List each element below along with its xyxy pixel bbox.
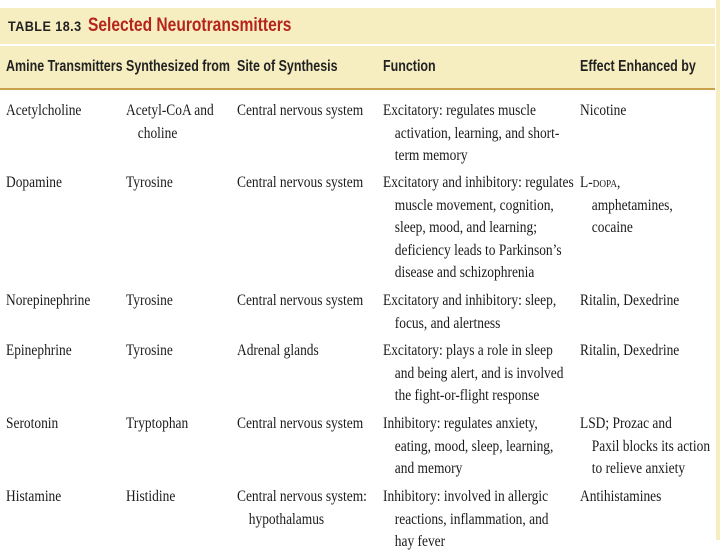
- page-edge: [716, 0, 720, 540]
- column-header-function: Function: [383, 58, 436, 75]
- column-header-site-of-synthesis: Site of Synthesis: [237, 58, 338, 75]
- cell-function: Excitatory: regulates muscle activation, learning, and short- term memory: [383, 102, 560, 164]
- cell-transmitter: Norepinephrine: [6, 292, 91, 309]
- cell-synthesized-from: Histidine: [126, 488, 176, 505]
- cell-function: Excitatory: plays a role in sleep and being alert, and is involved the fight-or-flight response: [383, 342, 564, 404]
- cell-site: Central nervous system: [237, 174, 364, 191]
- cell-site: Central nervous system: [237, 415, 364, 432]
- column-header-synthesized-from: Synthesized from: [126, 58, 231, 75]
- cell-transmitter: Dopamine: [6, 174, 62, 191]
- column-header-amine-transmitters: Amine Transmitters: [6, 58, 123, 75]
- column-header-effect-enhanced-by: Effect Enhanced by: [580, 58, 696, 75]
- table-title: Selected Neurotransmitters: [87, 15, 292, 36]
- cell-transmitter: Serotonin: [6, 415, 59, 432]
- cell-synthesized-from: Tyrosine: [126, 292, 173, 309]
- cell-enhanced-by: LSD; Prozac and Paxil blocks its action to relieve anxiety: [580, 415, 711, 477]
- cell-enhanced-by: Ritalin, Dexedrine: [580, 292, 680, 309]
- cell-function: Inhibitory: regulates anxiety, eating, mood, sleep, learning, and memory: [383, 415, 554, 477]
- header-divider: [0, 88, 715, 90]
- cell-enhanced-by: L-dopa, amphetamines, cocaine: [580, 174, 673, 236]
- cell-site: Central nervous system: hypothalamus: [237, 488, 367, 528]
- cell-function: Excitatory and inhibitory: sleep, focus, and alertness: [383, 292, 557, 332]
- cell-function: Inhibitory: involved in allergic reactions, inflammation, and hay fever: [383, 488, 549, 550]
- table-title-bar: [0, 8, 715, 44]
- cell-site: Central nervous system: [237, 102, 364, 119]
- table-number: TABLE 18.3: [8, 18, 82, 34]
- table-header-row: [0, 46, 715, 88]
- cell-site: Adrenal glands: [237, 342, 319, 359]
- cell-site: Central nervous system: [237, 292, 364, 309]
- cell-transmitter: Epinephrine: [6, 342, 72, 359]
- cell-synthesized-from: Tyrosine: [126, 342, 173, 359]
- cell-synthesized-from: Tryptophan: [126, 415, 189, 432]
- cell-enhanced-by: Antihistamines: [580, 488, 662, 505]
- cell-transmitter: Acetylcholine: [6, 102, 82, 119]
- cell-enhanced-by: Nicotine: [580, 102, 627, 119]
- cell-function: Excitatory and inhibitory: regulates muscle movement, cognition, sleep, mood, and learning; deficiency leads to Parkinson’s disease and schizophrenia: [383, 174, 574, 281]
- cell-transmitter: Histamine: [6, 488, 62, 505]
- cell-synthesized-from: Tyrosine: [126, 174, 173, 191]
- cell-enhanced-by: Ritalin, Dexedrine: [580, 342, 680, 359]
- cell-synthesized-from: Acetyl-CoA and choline: [126, 102, 214, 142]
